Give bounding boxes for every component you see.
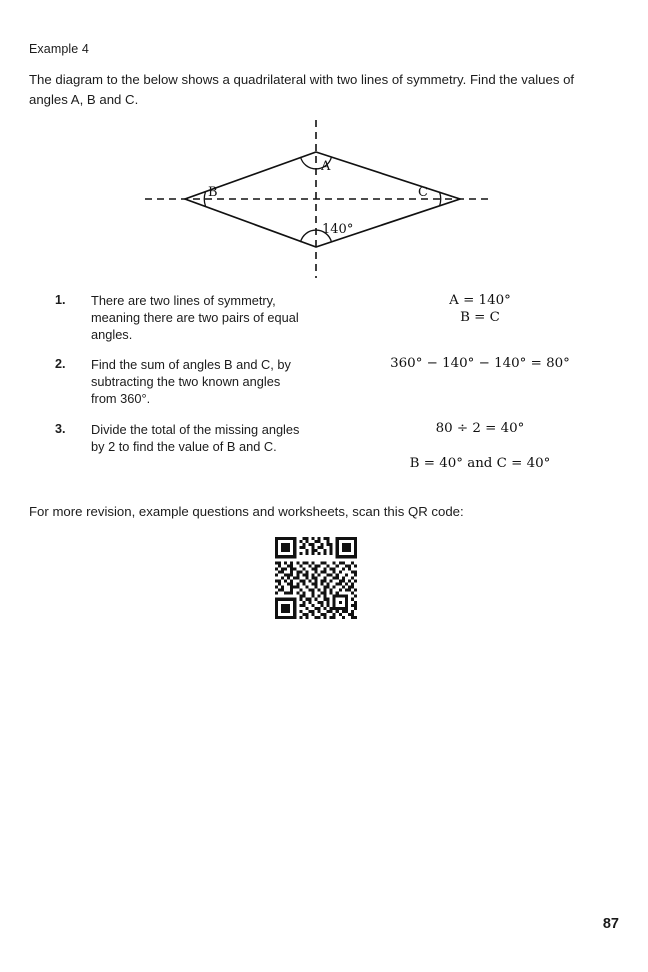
- list-item-number: 3.: [55, 422, 66, 436]
- list-item-number: 2.: [55, 357, 66, 371]
- math-line-b-equals-c: B = C: [460, 310, 500, 325]
- geometry-diagram: [0, 108, 648, 288]
- page-number: 87: [602, 916, 619, 932]
- math-line-division: 80 ÷ 2 = 40°: [435, 421, 525, 436]
- qr-code[interactable]: [270, 534, 362, 622]
- list-item: [55, 421, 305, 455]
- vertex-label-b: B: [208, 185, 218, 200]
- list-item-text: Divide the total of the missing angles by 2 to find the value of B and C.: [91, 422, 300, 455]
- angle-label-140: 140°: [322, 222, 354, 237]
- list-item-text: Find the sum of angles B and C, by subtracting the two known angles from 360°.: [91, 357, 291, 407]
- working-out-column: [330, 292, 630, 482]
- math-line-a-equals: A = 140°: [449, 293, 511, 308]
- qr-caption: For more revision, example questions and worksheets, scan this QR code:: [29, 504, 464, 519]
- list-item-text: There are two lines of symmetry, meaning there are two pairs of equal angles.: [91, 293, 299, 343]
- page-title: Example 4: [29, 42, 89, 56]
- math-line-result: B = 40° and C = 40°: [409, 456, 551, 471]
- math-line-subtraction: 360° − 140° − 140° = 80°: [390, 356, 570, 371]
- list-item: [55, 356, 305, 408]
- list-item: [55, 292, 305, 344]
- vertex-label-a: A: [321, 159, 331, 174]
- list-item-number: 1.: [55, 293, 66, 307]
- vertex-label-c: C: [418, 185, 428, 200]
- intro-paragraph: The diagram to the below shows a quadrilateral with two lines of symmetry. Find the values of angles A, B and C.: [29, 72, 575, 107]
